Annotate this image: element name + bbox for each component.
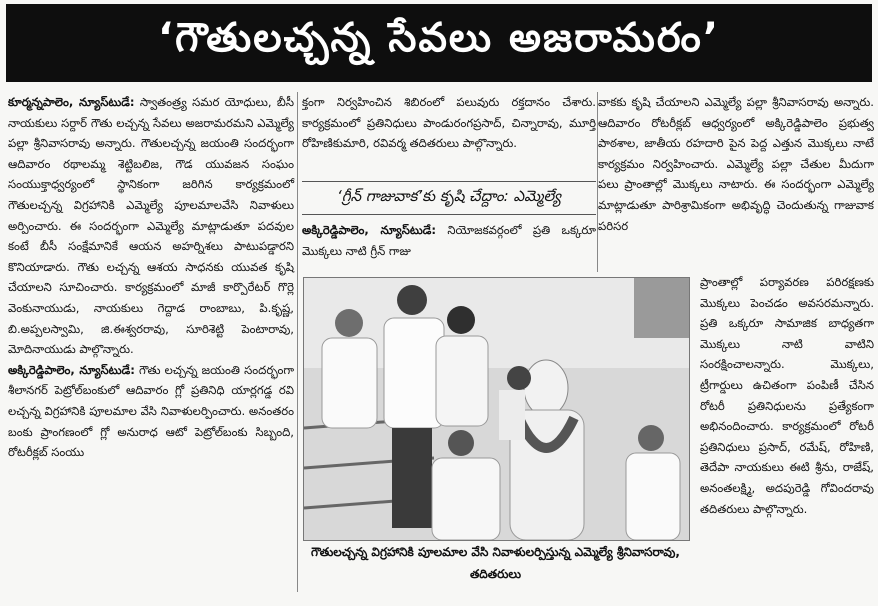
- article-1-dateline: కూర్మన్నపాలెం, న్యూస్‌టుడే:: [8, 95, 135, 109]
- article-3-dateline: అక్కిరెడ్డిపాలెం, న్యూస్‌టుడే:: [302, 223, 437, 237]
- article-3-continuation-lower: ప్రాంతాల్లో పర్యావరణ పరిరక్షణకు మొక్కలు పెంచడం అవసరమన్నారు. ప్రతి ఒక్కరూ సామాజిక బాధ్యతగా మొక్కలు నాటి వాటిని సంరక్షించాలన్నారు. మొక్కలు, ట్రీగార్డులు ఉచితంగా పంపిణీ చేసిన రోటరీ ప్రతినిధులను ప్రత్యేకంగా అభినందించారు. కార్యక్రమంలో రోటరీ ప్రతినిధులు ప్రసాద్, రమేష్, రోహిణి, తెదేపా నాయకులు ఈటి శ్రీను, రాజేష్, అనంతలక్ష్మి, అదపురెడ్డి గోవిందరావు తదితరులు పాల్గొన్నారు.: [700, 275, 874, 516]
- article-3-continuation: వాకకు కృషి చేయాలని ఎమ్మెల్యే పల్లా శ్రీనివాసరావు అన్నారు. ఆదివారం రోటరీక్లబ్ ఆధ్వర్యంలో అక్కిరెడ్డిపాలెం ప్రభుత్వ పాఠశాల, జాతీయ రహదారి పైన పెద్ద ఎత్తున మొక్కలు నాటే కార్యక్రమం నిర్వహించారు. ఎమ్మెల్యే పల్లా చేతుల మీదుగా పలు ప్రాంతాల్లో మొక్కలు నాటారు. ఈ సందర్భంగా ఎమ్మెల్యే మాట్లాడుతూ పారిశ్రామికంగా అభివృద్ధి చెందుతున్న గాజువాక పరిసర: [598, 95, 874, 233]
- column-2: [302, 92, 596, 154]
- photo-illustration: [304, 278, 689, 540]
- news-photo: [303, 277, 690, 541]
- article-3-body: నియోజకవర్గంలో ప్రతి ఒక్కరూ మొక్కలు నాటి గ్రీన్ గాజు: [302, 223, 597, 258]
- headline: ‘గౌతులచ్చన్న సేవలు అజరామరం’: [157, 15, 721, 61]
- column-1: [8, 92, 294, 463]
- article-2: [8, 360, 294, 463]
- headline-bar: [6, 4, 872, 82]
- photo-caption: గౌతులచ్చన్న విగ్రహానికి పూలమాల వేసి నివాళులర్పిస్తున్న ఎమ్మెల్యే శ్రీనివాసరావు, తదితరులు: [311, 545, 680, 581]
- column-3: [598, 92, 874, 272]
- article-2-dateline: అక్కిరెడ్డిపాలెం, న్యూస్‌టుడే:: [8, 362, 135, 377]
- article-2-continuation: క్తంగా నిర్వహించిన శిబిరంలో పలువురు రక్తదానం చేశారు. కార్యక్రమంలో ప్రతినిధులు పాండురంగప్రసాద్, చిన్నారావు, మూర్తి రోహిణికుమారి, రవివర్మ తదితరులు పాల్గొన్నారు.: [302, 95, 596, 151]
- article-3: [302, 220, 596, 261]
- article-1: [8, 92, 294, 360]
- article-3-subheading: ‘గ్రీన్ గాజువాక’కు కృషి చేద్దాం: ఎమ్మెల్యే: [302, 181, 596, 215]
- column-divider-1: [297, 92, 298, 592]
- article-1-body: స్వాతంత్ర్య సమర యోధులు, బీసీ నాయకులు సర్దార్ గౌతు లచ్చన్న సేవలు అజరామరమని ఎమ్మెల్యే పల్లా శ్రీనివాసరావు అన్నారు. గౌతులచ్చన్న జయంతి సందర్భంగా ఆదివారం రథాలమ్మ శెట్టిబలిజ, గౌడ యువజన సంఘం సంయుక్తాధ్వర్యంలో స్థానికంగా జరిగిన కార్యక్రమంలో గౌతులచ్చన్న విగ్రహానికి ఎమ్మెల్యే పూలమాలవేసి నివాళులు అర్పించారు. ఈ సందర్భంగా ఎమ్మెల్యే మాట్లాడుతూ పదవుల కంటే బీసీ సంక్షేమానికే ఆయన అహర్నిశలు పాటుపడ్డారని కొనియాడారు. గౌతు లచ్చన్న ఆశయ సాధనకు యువత కృషి చేయాలని సూచించారు. కార్యక్రమంలో మాజీ కార్పొరేటర్ గొర్లె వెంకునాయుడు, నాయకులు గెద్దాడ రాంబాబు, పి.కృష్ణ, బి.అప్పలస్వామి, జి.ఈశ్వరరావు, సూరిశెట్టి పెంటారావు, మోదినాయుడు పాల్గొన్నారు.: [8, 95, 294, 357]
- article-2-body: గౌతు లచ్చన్న జయంతి సందర్భంగా శీలానగర్ పెట్రోల్‌బంకులో ఆదివారం గ్లో ప్రతినిధి యార్లగడ్డ రవి లచ్చన్న విగ్రహానికి పూలమాల వేసి నివాళులర్పించారు. అనంతరం బంకు ప్రాంగణంలో గ్లో అనురాధ ఆటో పెట్రోల్‌బంకు సిబ్బంది, రోటరీక్లబ్ సంయు: [8, 362, 295, 460]
